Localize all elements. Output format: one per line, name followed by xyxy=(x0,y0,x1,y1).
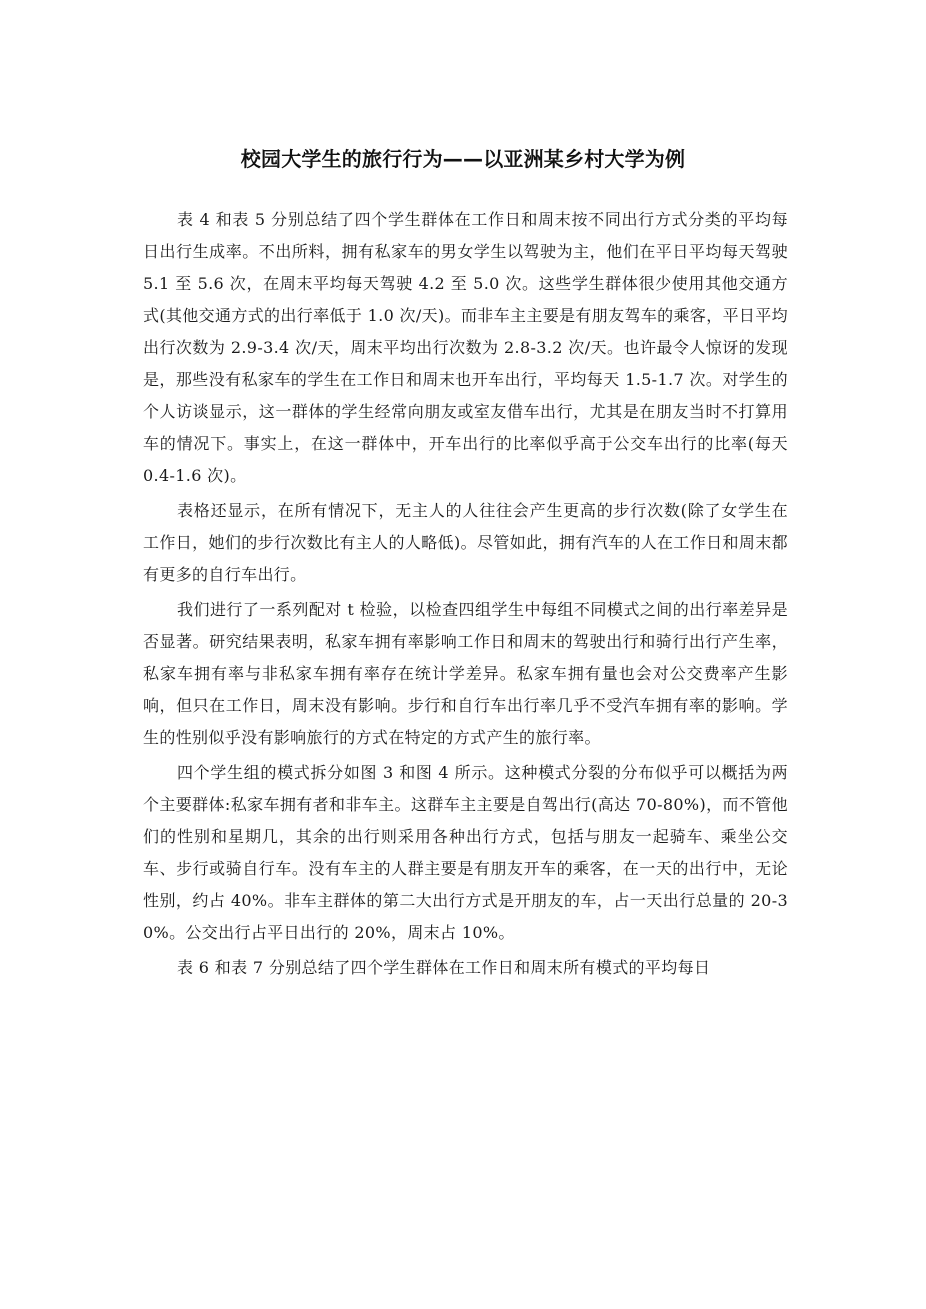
paragraph-4: 四个学生组的模式拆分如图 3 和图 4 所示。这种模式分裂的分布似乎可以概括为两个主要群体:私家车拥有者和非车主。这群车主主要是自驾出行(高达 70-80%)，而不管他们的性别和星期几，其余的出行则采用各种出行方式，包括与朋友一起骑车、乘坐公交车、步行或骑自行车。没有车主的人群主要是有朋友开车的乘客，在一天的出行中，无论性别，约占 40%。非车主群体的第二大出行方式是开朋友的车，占一天出行总量的 20-30%。公交出行占平日出行的 20%，周末占 10%。 xyxy=(143,763,788,942)
paragraph-2: 表格还显示，在所有情况下，无主人的人往往会产生更高的步行次数(除了女学生在工作日，她们的步行次数比有主人的人略低)。尽管如此，拥有汽车的人在工作日和周末都有更多的自行车出行。 xyxy=(143,501,788,584)
paragraph-3: 我们进行了一系列配对 t 检验，以检查四组学生中每组不同模式之间的出行率差异是否显著。研究结果表明，私家车拥有率影响工作日和周末的驾驶出行和骑行出行产生率，私家车拥有率与非私家车拥有率存在统计学差异。私家车拥有量也会对公交费率产生影响，但只在工作日，周末没有影响。步行和自行车出行率几乎不受汽车拥有率的影响。学生的性别似乎没有影响旅行的方式在特定的方式产生的旅行率。 xyxy=(143,600,788,747)
document-title: 校园大学生的旅行行为——以亚洲某乡村大学为例 xyxy=(240,147,686,171)
paragraph-5: 表 6 和表 7 分别总结了四个学生群体在工作日和周末所有模式的平均每日 xyxy=(177,958,711,977)
document-body xyxy=(143,204,788,987)
paragraph-1: 表 4 和表 5 分别总结了四个学生群体在工作日和周末按不同出行方式分类的平均每日出行生成率。不出所料，拥有私家车的男女学生以驾驶为主，他们在平日平均每天驾驶 5.1 至 5.6 次，在周末平均每天驾驶 4.2 至 5.0 次。这些学生群体很少使用其他交通方式(其他交通方式的出行率低于 1.0 次/天)。而非车主主要是有朋友驾车的乘客，平日平均出行次数为 2.9-3.4 次/天，周末平均出行次数为 2.8-3.2 次/天。也许最令人惊讶的发现是，那些没有私家车的学生在工作日和周末也开车出行，平均每天 1.5-1.7 次。对学生的个人访谈显示，这一群体的学生经常向朋友或室友借车出行，尤其是在朋友当时不打算用车的情况下。事实上，在这一群体中，开车出行的比率似乎高于公交车出行的比率(每天 0.4-1.6 次)。 xyxy=(143,210,788,485)
